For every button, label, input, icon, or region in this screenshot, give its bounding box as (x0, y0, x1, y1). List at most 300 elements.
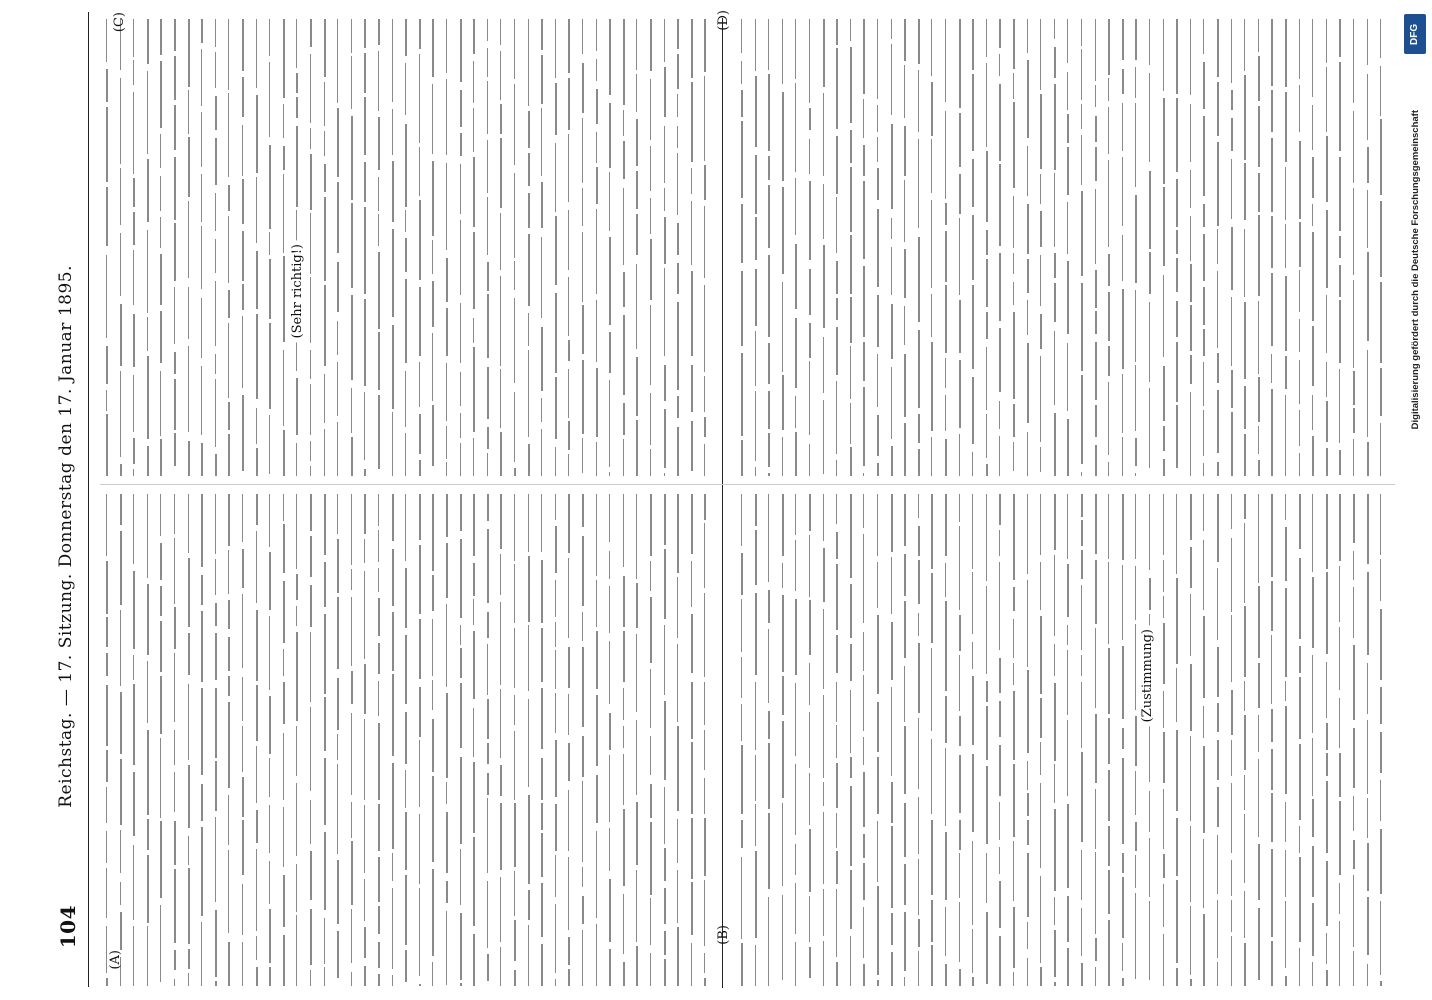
text-line-segment (664, 217, 666, 264)
text-line-segment (664, 188, 665, 211)
text-line-segment (1095, 311, 1097, 334)
text-line-segment (1163, 884, 1164, 927)
text-line-segment (809, 712, 810, 767)
text-line-segment (1367, 964, 1368, 986)
text-line-segment (704, 818, 706, 876)
text-line-segment (174, 433, 176, 466)
text-line-segment (242, 231, 244, 281)
text-line-segment (1067, 564, 1069, 617)
text-line-segment (809, 947, 811, 978)
text-line-segment (1258, 844, 1260, 901)
text-line-segment (242, 494, 243, 542)
text-line-segment (174, 352, 176, 374)
text-line-segment (768, 343, 770, 384)
text-line-segment (782, 494, 784, 556)
text-line-segment (664, 268, 665, 356)
text-line-segment (378, 857, 380, 901)
text-line-segment (1271, 849, 1273, 937)
text-line-segment (269, 62, 270, 137)
text-line-segment (1299, 677, 1301, 739)
text-line-segment (891, 782, 893, 823)
text-line-segment (1040, 94, 1042, 169)
text-line-segment (972, 642, 973, 668)
text-line-segment (500, 877, 501, 942)
text-line-segment (147, 819, 149, 850)
text-line-segment (296, 915, 297, 986)
text-line-segment (215, 633, 217, 680)
text-line-segment (1203, 362, 1204, 406)
text-line-segment (1067, 261, 1069, 334)
text-line-segment (768, 473, 770, 476)
text-line-segment (677, 396, 679, 418)
text-line-segment (755, 851, 757, 938)
text-line-segment (1285, 901, 1286, 969)
text-line-segment (1231, 90, 1233, 110)
text-line-segment (999, 847, 1000, 874)
text-line-segment (1258, 301, 1259, 374)
text-line-segment (636, 171, 638, 209)
text-line-segment (1339, 157, 1341, 231)
text-line-segment (931, 294, 932, 337)
text-line-segment (364, 664, 366, 715)
text-line-segment (568, 494, 570, 553)
text-line-segment (623, 631, 625, 683)
text-line-segment (392, 325, 394, 409)
text-line-segment (931, 342, 933, 432)
text-line-segment (945, 111, 946, 199)
text-line-segment (1339, 236, 1341, 258)
text-line-segment (1353, 439, 1354, 476)
text-line-segment (1135, 195, 1137, 283)
text-line-segment (500, 765, 502, 796)
text-line-segment (487, 367, 489, 419)
text-line-segment (106, 561, 108, 614)
text-line-segment (337, 108, 339, 177)
text-line-segment (1258, 663, 1260, 708)
text-line-segment (741, 857, 742, 939)
text-line-segment (1339, 369, 1340, 443)
text-line-segment (1244, 775, 1245, 810)
text-line-segment (1380, 780, 1381, 821)
text-line-segment (1013, 972, 1014, 986)
text-line-segment (945, 748, 946, 825)
text-line-segment (378, 332, 380, 390)
text-line-segment (106, 255, 107, 338)
text-line-segment (188, 949, 190, 970)
text-line-segment (677, 19, 679, 49)
text-line-segment (1040, 19, 1041, 90)
interjection-zustimmung: (Zustimmung) (1140, 625, 1155, 726)
text-line-segment (392, 612, 394, 671)
text-line-segment (836, 19, 838, 45)
text-line-segment (1367, 572, 1369, 655)
text-line-segment (904, 65, 905, 118)
text-line-segment (351, 19, 352, 53)
text-line-segment (1285, 276, 1287, 351)
text-line-segment (1271, 19, 1273, 86)
text-line-segment (877, 886, 879, 975)
text-line-segment (283, 174, 284, 253)
text-line-segment (432, 719, 434, 772)
text-line-segment (120, 371, 121, 457)
text-line-segment (500, 554, 501, 595)
text-line-segment (582, 494, 584, 527)
text-line-segment (188, 973, 189, 986)
text-line-segment (1326, 861, 1328, 926)
header-rule (88, 12, 89, 987)
text-line-segment (986, 347, 987, 410)
text-line-segment (959, 113, 961, 167)
text-line-segment (582, 896, 584, 923)
text-line-segment (1040, 562, 1041, 610)
text-line-segment (755, 494, 757, 526)
text-line-segment (174, 223, 176, 280)
text-line-segment (160, 621, 162, 672)
text-line-segment (609, 380, 610, 467)
text-line-segment (959, 615, 961, 652)
text-line-segment (1013, 312, 1015, 399)
text-line-segment (959, 218, 960, 295)
text-line-segment (877, 980, 879, 986)
text-line-segment (555, 740, 557, 796)
text-line-segment (1299, 319, 1300, 352)
text-line-segment (691, 943, 692, 986)
text-line-segment (945, 832, 947, 900)
text-line-segment (514, 392, 515, 462)
text-line-segment (201, 19, 203, 43)
text-line-segment (392, 853, 393, 882)
text-line-segment (755, 76, 757, 147)
text-line-segment (147, 19, 149, 64)
text-line-segment (500, 803, 502, 870)
text-line-segment (269, 909, 271, 962)
text-line-segment (1135, 19, 1137, 60)
text-line-segment (918, 139, 919, 228)
text-line-segment (959, 755, 961, 813)
text-line-segment (487, 494, 489, 521)
text-line-segment (269, 259, 271, 319)
text-line-segment (1271, 749, 1273, 789)
text-line-segment (1258, 56, 1260, 101)
text-line-segment (1013, 764, 1015, 837)
text-line-segment (1163, 459, 1165, 476)
text-line-segment (609, 237, 611, 325)
text-line-segment (650, 239, 652, 300)
text-line-segment (242, 179, 244, 224)
text-line-segment (623, 894, 624, 954)
text-line-segment (228, 494, 230, 546)
text-line-segment (704, 593, 705, 677)
text-line-segment (242, 677, 243, 721)
text-line-segment (215, 603, 217, 626)
text-line-segment (877, 415, 879, 455)
text-line-segment (904, 554, 906, 596)
text-line-segment (460, 539, 462, 618)
text-line-segment (623, 494, 624, 567)
text-line-segment (931, 820, 933, 895)
text-line-segment (1122, 943, 1123, 970)
text-line-segment (650, 784, 652, 818)
text-line-segment (664, 549, 666, 619)
text-line-segment (623, 272, 625, 307)
text-line-segment (283, 146, 285, 171)
text-line-segment (256, 314, 258, 399)
text-line-segment (1135, 822, 1137, 851)
text-line-segment (269, 415, 270, 474)
text-line-segment (351, 203, 353, 287)
text-line-segment (1271, 273, 1273, 346)
text-line-segment (891, 44, 892, 115)
text-line-segment (174, 730, 175, 765)
text-line-segment (201, 611, 203, 682)
text-line-segment (1163, 426, 1165, 451)
text-line-segment (1190, 494, 1192, 540)
text-line-segment (1122, 437, 1123, 476)
text-line-segment (405, 494, 406, 561)
text-line-segment (677, 819, 678, 863)
text-line-segment (650, 822, 652, 895)
text-line-segment (188, 494, 189, 553)
text-line-segment (242, 125, 243, 176)
text-line-segment (1067, 804, 1069, 888)
text-line-segment (1367, 494, 1369, 564)
text-line-segment (283, 104, 284, 138)
text-line-segment (623, 188, 624, 265)
text-line-segment (972, 19, 974, 70)
text-line-segment (1176, 880, 1178, 963)
text-line-segment (999, 328, 1001, 392)
text-line-segment (1095, 85, 1096, 107)
text-line-segment (541, 182, 543, 228)
text-line-segment (1217, 740, 1219, 779)
text-line-segment (1040, 314, 1042, 349)
text-line-segment (283, 494, 284, 521)
text-line-segment (1367, 897, 1369, 955)
text-line-segment (1108, 920, 1110, 986)
text-line-segment (999, 436, 1000, 476)
text-line-segment (1040, 698, 1042, 738)
text-line-segment (904, 977, 905, 986)
text-line-segment (432, 333, 433, 401)
text-line-segment (677, 263, 679, 294)
text-line-segment (1108, 292, 1110, 341)
text-line-segment (528, 350, 529, 437)
text-line-segment (1081, 19, 1082, 46)
text-line-segment (1163, 789, 1164, 849)
text-line-segment (596, 580, 597, 627)
text-line-segment (460, 372, 461, 406)
text-line-segment (704, 730, 705, 770)
text-line-segment (160, 439, 162, 476)
text-line-segment (1312, 232, 1314, 321)
text-line-segment (242, 77, 244, 117)
text-line-segment (555, 293, 557, 373)
text-line-segment (215, 19, 216, 47)
text-line-segment (664, 959, 666, 986)
text-line-segment (568, 340, 570, 362)
text-line-segment (1054, 555, 1055, 636)
text-line-segment (405, 63, 406, 115)
text-line-segment (850, 757, 852, 778)
text-line-segment (528, 556, 530, 622)
text-line-segment (755, 530, 757, 586)
text-line-segment (160, 738, 161, 818)
text-line-segment (228, 434, 230, 476)
text-line-segment (1271, 709, 1273, 743)
text-line-segment (850, 870, 852, 929)
text-line-segment (836, 725, 837, 758)
text-line-segment (1054, 683, 1056, 761)
text-line-segment (904, 354, 906, 417)
text-line-segment (514, 173, 515, 257)
text-line-segment (609, 949, 611, 986)
text-line-segment (877, 354, 878, 407)
text-line-segment (891, 247, 892, 295)
text-line-segment (1163, 691, 1164, 728)
text-line-segment (691, 882, 693, 935)
text-line-segment (1095, 405, 1097, 437)
text-line-segment (364, 927, 366, 958)
text-line-segment (596, 167, 598, 204)
text-line-segment (147, 926, 148, 986)
text-line-segment (269, 494, 270, 547)
text-line-segment (795, 883, 796, 934)
text-line-segment (1353, 551, 1354, 580)
text-line-segment (446, 308, 448, 356)
text-line-segment (1217, 835, 1218, 894)
text-line-segment (500, 947, 501, 986)
text-line-segment (1380, 829, 1382, 894)
text-line-segment (541, 55, 543, 105)
text-line-segment (1149, 717, 1150, 782)
text-line-segment (582, 781, 583, 862)
text-line-segment (528, 313, 529, 346)
text-line-segment (863, 834, 865, 858)
text-line-segment (809, 663, 810, 705)
text-line-segment (904, 494, 906, 546)
text-line-segment (596, 494, 597, 576)
text-line-segment (1040, 255, 1041, 306)
text-line-segment (283, 430, 285, 476)
text-line-segment (473, 494, 475, 556)
text-line-segment (623, 315, 625, 395)
text-line-segment (1312, 157, 1314, 198)
text-line-segment (201, 575, 203, 605)
text-line-segment (201, 784, 203, 821)
text-line-segment (768, 711, 770, 739)
text-line-segment (596, 209, 597, 294)
text-line-segment (1271, 941, 1273, 986)
text-line-segment (1353, 494, 1355, 543)
text-line-segment (823, 941, 824, 986)
text-line-segment (945, 395, 946, 431)
text-line-segment (324, 429, 325, 476)
text-line-segment (795, 83, 796, 172)
text-line-segment (1081, 550, 1083, 580)
text-line-segment (1367, 442, 1369, 476)
text-line-segment (1108, 462, 1109, 476)
text-line-segment (269, 805, 270, 853)
text-line-segment (1122, 103, 1123, 151)
text-line-segment (487, 81, 488, 133)
text-line-segment (419, 19, 421, 49)
text-line-segment (392, 412, 393, 476)
text-line-segment (1149, 838, 1150, 897)
text-line-segment (1081, 49, 1082, 100)
text-line-segment (1122, 289, 1124, 369)
text-line-segment (1244, 523, 1245, 602)
text-line-segment (147, 730, 149, 816)
text-line-segment (201, 922, 202, 986)
text-line-segment (392, 763, 394, 848)
text-line-segment (147, 356, 149, 439)
text-line-segment (1353, 280, 1354, 367)
text-line-segment (1013, 691, 1015, 761)
text-line-segment (1190, 264, 1192, 302)
text-line-segment (1081, 104, 1082, 129)
text-line-segment (514, 628, 515, 688)
text-line-segment (1108, 78, 1109, 102)
text-line-segment (106, 390, 107, 411)
text-line-segment (473, 347, 475, 432)
text-line-segment (405, 568, 407, 628)
text-line-segment (392, 229, 394, 316)
text-line-segment (1122, 728, 1124, 749)
text-line-segment (310, 800, 311, 844)
text-line-segment (1122, 646, 1124, 719)
text-line-segment (228, 702, 230, 788)
text-line-segment (487, 881, 488, 948)
text-line-segment (215, 454, 217, 476)
text-line-segment (1326, 362, 1327, 398)
text-line-segment (392, 888, 393, 968)
text-line-segment (1312, 105, 1313, 151)
text-line-segment (1013, 841, 1014, 901)
text-line-segment (1367, 350, 1368, 438)
text-line-segment (623, 403, 625, 435)
text-line-segment (1312, 326, 1314, 387)
text-line-segment (120, 531, 122, 606)
text-line-segment (691, 494, 693, 554)
text-line-segment (378, 494, 379, 526)
text-line-segment (310, 536, 312, 577)
text-line-segment (228, 637, 230, 672)
text-line-segment (106, 653, 108, 676)
text-line-segment (891, 687, 892, 776)
text-line-segment (473, 837, 475, 926)
text-line-segment (664, 625, 665, 695)
text-line-segment (1176, 494, 1177, 574)
text-line-segment (1163, 623, 1165, 684)
text-line-segment (378, 568, 379, 592)
text-line-segment (147, 855, 149, 923)
text-line-segment (296, 574, 298, 599)
text-line-segment (460, 443, 461, 476)
text-line-segment (446, 79, 447, 155)
text-line-segment (596, 132, 597, 162)
text-line-segment (1285, 395, 1286, 476)
dfg-logo: DFG (1404, 14, 1426, 54)
text-line-segment (378, 252, 380, 329)
text-line-segment (120, 882, 121, 906)
text-line-segment (174, 869, 176, 943)
text-line-segment (1299, 85, 1300, 132)
text-line-segment (215, 494, 216, 554)
text-line-segment (446, 782, 447, 804)
text-line-segment (378, 906, 380, 934)
text-line-segment (133, 684, 135, 765)
text-line-segment (310, 441, 311, 462)
